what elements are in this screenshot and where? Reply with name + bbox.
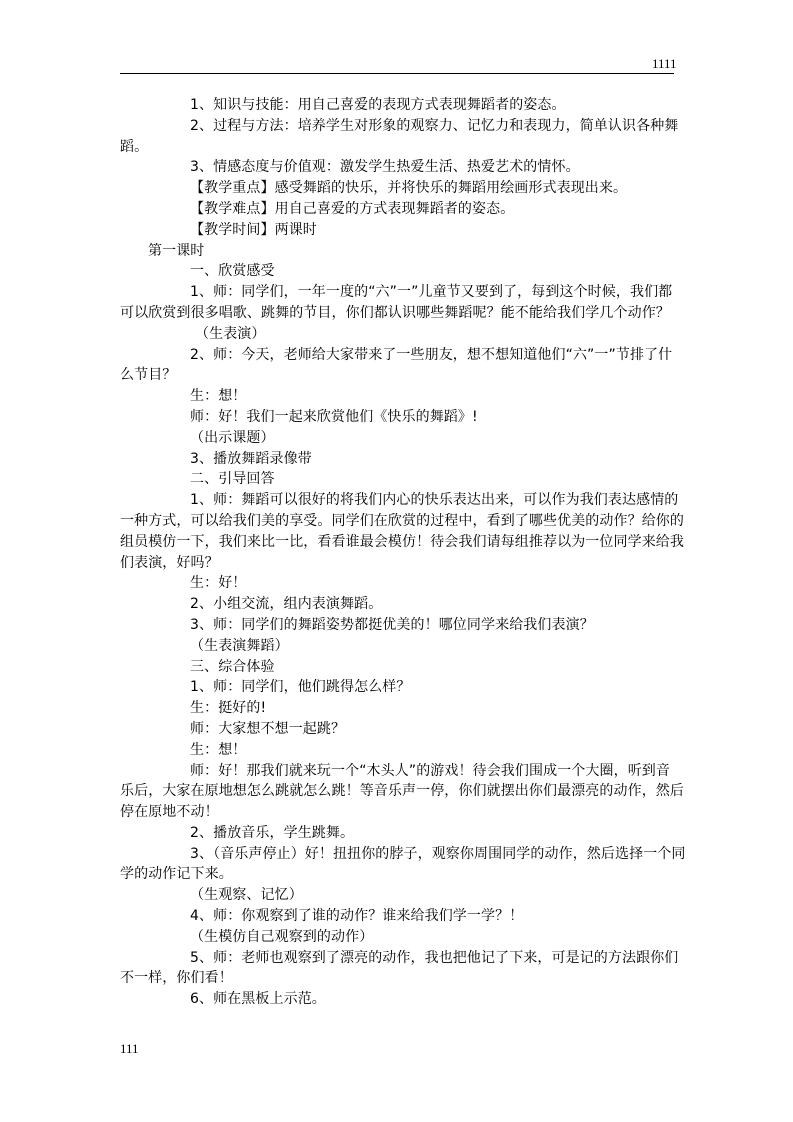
text-line: 生：想！	[190, 388, 247, 405]
text-line: 师：大家想不想一起跳？	[190, 720, 346, 737]
section-heading: 一、欣赏感受	[190, 263, 275, 280]
text-line: 3、（音乐声停止）好！扭扭你的脖子，观察你周围同学的动作，然后选择一个同	[190, 845, 686, 862]
text-line: （生模仿自己观察到的动作）	[190, 928, 374, 945]
text-line: 不一样，你们看！	[120, 970, 233, 987]
text-line: 师：好！那我们就来玩一个“木头人”的游戏！待会我们围成一个大圈，听到音	[190, 762, 671, 779]
text-line: 2、小组交流，组内表演舞蹈。	[190, 596, 383, 613]
footer-page-number: 111	[120, 1041, 139, 1056]
text-line: 2、播放音乐，学生跳舞。	[190, 824, 355, 841]
text-line: 2、过程与方法：培养学生对形象的观察力、记忆力和表现力，简单认识各种舞	[190, 117, 679, 134]
text-line: 生：好！	[190, 575, 247, 592]
header-page-number: 1111	[652, 56, 677, 71]
text-line: （生表演）	[195, 325, 266, 342]
section-heading: 二、引导回答	[190, 471, 275, 488]
text-line: 蹈。	[120, 138, 149, 155]
text-line: 1、师：舞蹈可以很好的将我们内心的快乐表达出来，可以作为我们表达感情的	[190, 492, 679, 509]
text-line: 4、师：你观察到了谁的动作？谁来给我们学一学？！	[190, 908, 524, 925]
text-line: 们表演，好吗？	[120, 554, 219, 571]
text-line: 1、师：同学们，一年一度的“六”一”儿童节又要到了，每到这个时候，我们都	[190, 284, 673, 301]
text-line: （生观察、记忆）	[190, 887, 303, 904]
text-line: 3、情感态度与价值观：激发学生热爱生活、热爱艺术的情怀。	[190, 159, 580, 176]
text-line: 乐后，大家在原地想怎么跳就怎么跳！等音乐声一停，你们就摆出你们最漂亮的动作，然后	[120, 783, 684, 800]
text-line: 3、师：同学们的舞蹈姿势都挺优美的！哪位同学来给我们表演？	[190, 616, 594, 633]
text-line: 组员模仿一下，我们来比一比，看看谁最会模仿！待会我们请每组推荐以为一位同学来给我	[120, 533, 684, 550]
text-line: 么节目？	[120, 367, 177, 384]
text-line: 3、播放舞蹈录像带	[190, 450, 312, 467]
text-line: 【教学时间】两课时	[190, 221, 317, 238]
text-line: 2、师：今天，老师给大家带来了一些朋友，想不想知道他们“六”一”节排了什	[190, 346, 673, 363]
text-line: 可以欣赏到很多唱歌、跳舞的节目，你们都认识哪些舞蹈呢？能不能给我们学几个动作？	[120, 304, 670, 321]
text-line: 【教学重点】感受舞蹈的快乐，并将快乐的舞蹈用绘画形式表现出来。	[190, 180, 628, 197]
text-line: 师：好！我们一起来欣赏他们《快乐的舞蹈》!	[190, 408, 478, 425]
text-line: 生：挺好的!	[190, 700, 267, 717]
text-line: （生表演舞蹈）	[190, 637, 289, 654]
section-heading: 三、综合体验	[190, 658, 275, 675]
text-line: 学的动作记下来。	[120, 866, 233, 883]
text-line: 1、知识与技能：用自己喜爱的表现方式表现舞蹈者的姿态。	[190, 97, 566, 113]
text-line: 5、师：老师也观察到了漂亮的动作，我也把他记了下来，可是记的方法跟你们	[190, 949, 679, 966]
text-line: （出示课题）	[190, 429, 275, 446]
text-line: 1、师：同学们，他们跳得怎么样？	[190, 679, 411, 696]
text-line: 一种方式，可以给我们美的享受。同学们在欣赏的过程中，看到了哪些优美的动作？给你的	[120, 512, 684, 529]
text-line: 生：想！	[190, 741, 247, 758]
text-line: 停在原地不动！	[120, 804, 219, 821]
document-body	[120, 95, 686, 1010]
text-line: 6、师在黑板上示范。	[190, 991, 326, 1008]
section-heading: 第一课时	[148, 242, 205, 259]
text-line: 【教学难点】用自己喜爱的方式表现舞蹈者的姿态。	[190, 200, 515, 217]
header-rule	[120, 73, 674, 74]
